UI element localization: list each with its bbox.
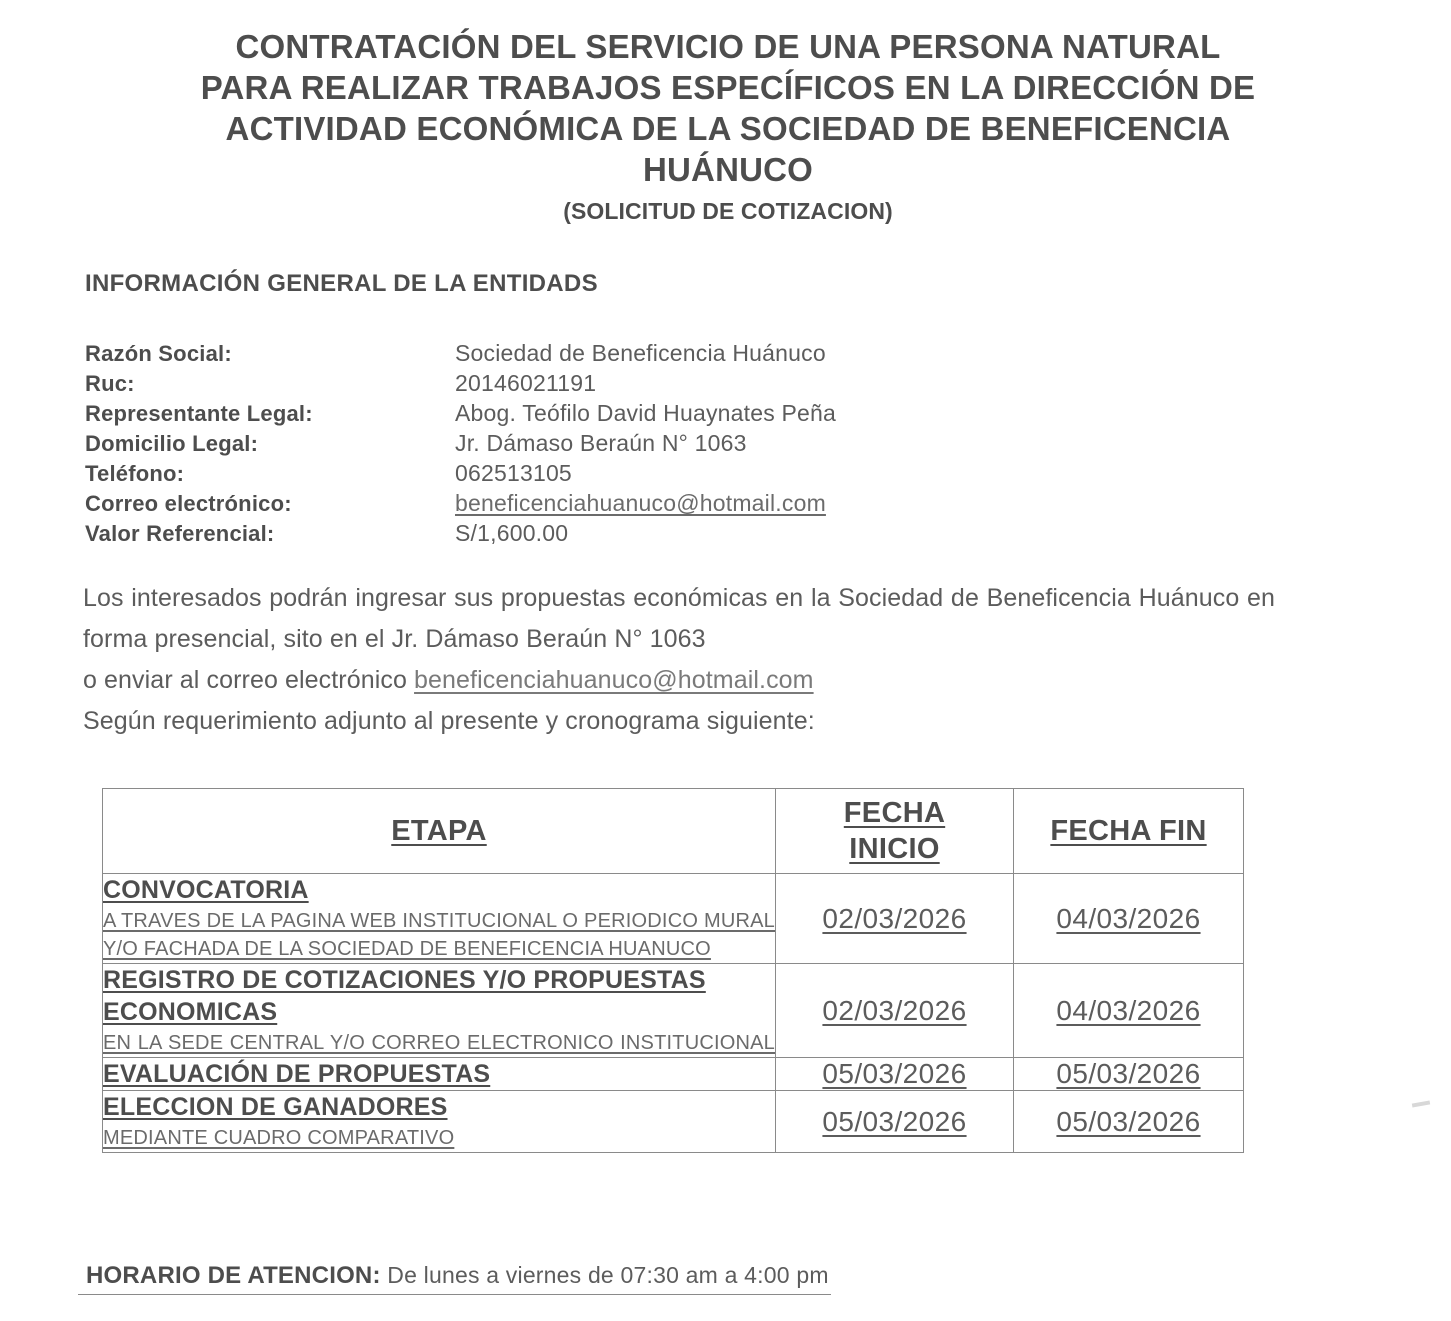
cell-fecha-inicio — [776, 874, 1014, 964]
column-header-fecha-inicio — [776, 789, 1014, 874]
paragraph-closing-line: Según requerimiento adjunto al presente y cronograma siguiente: — [83, 707, 815, 735]
attention-hours-label: HORARIO DE ATENCION: — [86, 1262, 381, 1289]
scan-artifact — [1412, 1100, 1430, 1107]
column-header-fecha-inicio-line1: FECHA — [843, 797, 946, 829]
document-subtitle: (SOLICITUD DE COTIZACION) — [563, 198, 893, 224]
schedule-table-wrapper — [102, 788, 1243, 1153]
info-label: Ruc: — [85, 371, 135, 396]
column-header-etapa-label: ETAPA — [391, 815, 487, 847]
info-label: Representante Legal: — [85, 401, 313, 426]
column-header-fecha-fin — [1014, 789, 1244, 874]
column-header-fecha-fin-label: FECHA FIN — [1050, 815, 1207, 847]
cell-etapa-convocatoria — [103, 874, 776, 964]
date-value: 04/03/2026 — [1056, 902, 1201, 934]
etapa-title: ELECCION DE GANADORES — [103, 1093, 448, 1121]
table-row — [103, 874, 1244, 964]
cell-etapa-eleccion-ganadores — [103, 1091, 776, 1153]
schedule-table-body — [103, 874, 1244, 1153]
cell-fecha-fin — [1014, 874, 1244, 964]
info-value: Sociedad de Beneficencia Huánuco — [455, 340, 826, 366]
info-label: Teléfono: — [85, 461, 185, 486]
etapa-subtitle: EN LA SEDE CENTRAL Y/O CORREO ELECTRONICO INSTITUCIONAL — [103, 1032, 775, 1054]
date-value: 02/03/2026 — [822, 902, 967, 934]
title-line-4: HUÁNUCO — [642, 151, 814, 188]
document-title — [108, 26, 1348, 228]
cell-etapa-registro-cotizaciones — [103, 964, 776, 1058]
table-row — [103, 964, 1244, 1058]
date-value: 05/03/2026 — [1056, 1105, 1201, 1137]
etapa-title: EVALUACIÓN DE PROPUESTAS — [103, 1060, 491, 1088]
email-link-inline[interactable]: beneficenciahuanuco@hotmail.com — [414, 666, 814, 694]
title-line-3: ACTIVIDAD ECONÓMICA DE LA SOCIEDAD DE BENEFICENCIA — [225, 110, 1231, 147]
entity-info-list — [85, 340, 1085, 550]
info-row-razon-social — [85, 340, 1085, 370]
paragraph-email-line — [83, 660, 1275, 701]
email-link[interactable]: beneficenciahuanuco@hotmail.com — [455, 490, 826, 516]
attention-hours-value: De lunes a viernes de 07:30 am a 4:00 pm — [380, 1262, 829, 1288]
paragraph-body: Los interesados podrán ingresar sus propuestas económicas en la Sociedad de Beneficencia Huánuco en forma presencial, sito en el Jr. Dámaso Beraún N° 1063 — [83, 584, 1275, 653]
schedule-table-head — [103, 789, 1244, 874]
cell-fecha-fin — [1014, 964, 1244, 1058]
cell-fecha-inicio — [776, 1058, 1014, 1091]
date-value: 05/03/2026 — [822, 1105, 967, 1137]
cell-etapa-evaluacion-propuestas — [103, 1058, 776, 1091]
info-value: 062513105 — [455, 460, 572, 486]
date-value: 05/03/2026 — [822, 1058, 967, 1089]
info-label: Razón Social: — [85, 341, 232, 366]
instructions-paragraph — [83, 578, 1275, 742]
paragraph-email-prefix: o enviar al correo electrónico — [83, 666, 415, 694]
cell-fecha-inicio — [776, 1091, 1014, 1153]
info-row-correo-electronico — [85, 490, 1085, 520]
title-line-1: CONTRATACIÓN DEL SERVICIO DE UNA PERSONA NATURAL — [235, 28, 1221, 65]
table-row — [103, 1091, 1244, 1153]
cell-fecha-fin — [1014, 1091, 1244, 1153]
title-line-2: PARA REALIZAR TRABAJOS ESPECÍFICOS EN LA DIRECCIÓN DE — [200, 69, 1256, 106]
section-heading-entity-info: INFORMACIÓN GENERAL DE LA ENTIDADS — [85, 270, 598, 297]
column-header-etapa — [103, 789, 776, 874]
info-row-representante-legal — [85, 400, 1085, 430]
date-value: 02/03/2026 — [822, 994, 967, 1026]
info-row-ruc — [85, 370, 1085, 400]
info-label: Valor Referencial: — [85, 521, 275, 546]
cell-fecha-inicio — [776, 964, 1014, 1058]
date-value: 04/03/2026 — [1056, 994, 1201, 1026]
info-row-telefono — [85, 460, 1085, 490]
info-value: S/1,600.00 — [455, 520, 569, 546]
etapa-subtitle: MEDIANTE CUADRO COMPARATIVO — [103, 1127, 455, 1149]
cell-fecha-fin — [1014, 1058, 1244, 1091]
table-row — [103, 1058, 1244, 1091]
table-header-row — [103, 789, 1244, 874]
attention-hours-footer — [78, 1262, 831, 1295]
info-row-domicilio-legal — [85, 430, 1085, 460]
schedule-table — [102, 788, 1244, 1153]
info-label: Domicilio Legal: — [85, 431, 259, 456]
info-value: Abog. Teófilo David Huaynates Peña — [455, 400, 837, 426]
info-row-valor-referencial — [85, 520, 1085, 550]
etapa-title: CONVOCATORIA — [103, 876, 309, 904]
info-value: 20146021191 — [455, 370, 597, 396]
etapa-subtitle: A TRAVES DE LA PAGINA WEB INSTITUCIONAL O PERIODICO MURAL Y/O FACHADA DE LA SOCIEDAD DE BENEFICENCIA HUANUCO — [103, 910, 775, 960]
info-label: Correo electrónico: — [85, 491, 292, 516]
date-value: 05/03/2026 — [1056, 1058, 1201, 1089]
etapa-title: REGISTRO DE COTIZACIONES Y/O PROPUESTAS ECONOMICAS — [103, 966, 706, 1026]
info-value: Jr. Dámaso Beraún N° 1063 — [455, 430, 747, 456]
column-header-fecha-inicio-line2: INICIO — [849, 833, 940, 865]
